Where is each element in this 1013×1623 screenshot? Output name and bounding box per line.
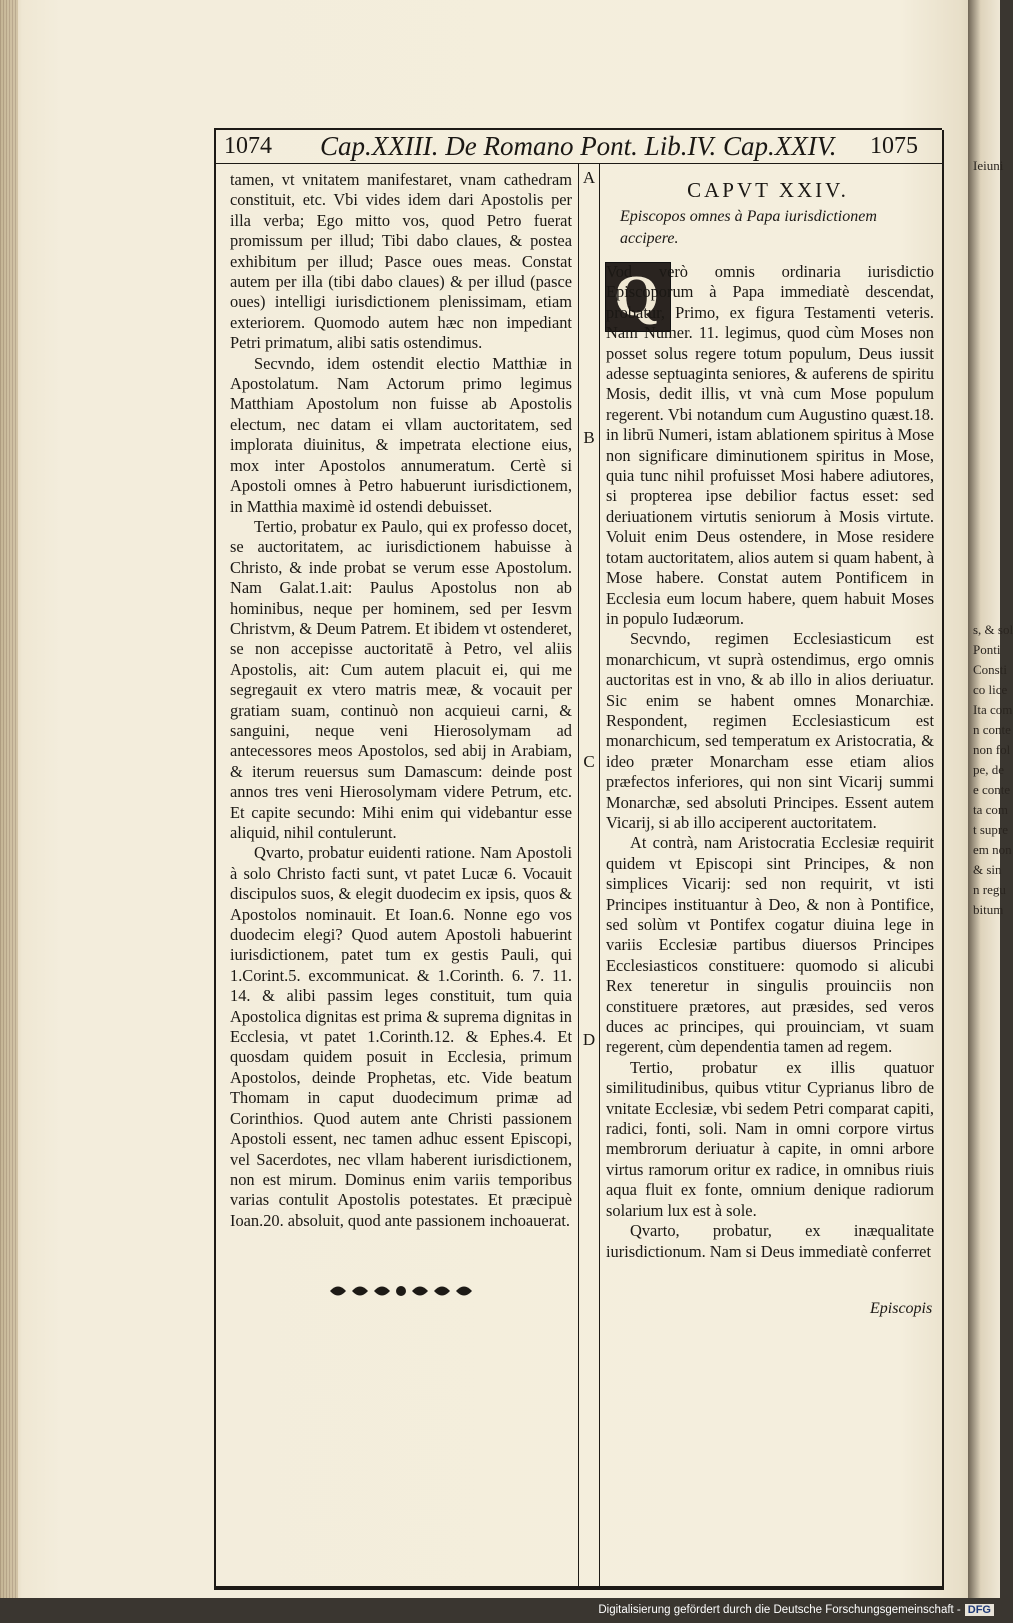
frame-bottom-rule <box>214 1586 942 1588</box>
right-paragraph-2: Secvndo, regimen Ecclesiasticum est monarchicum, vt suprà ostendimus, ergo omnis auctoritas est in vno, & ab illo in alios deriuatur. Sic enim se habent omnes Monarchiæ. Respondent, regimen Ecclesiasticum est monarchicum, sed temperatum ex Aristocratia, & ideo præter Monarcham esse etiam alios præfectos inferiores, qui non sint Vicarij summi Monarchæ, sed absoluti Principes. Essent autem Vicarij, si ab illo acciperent auctoritatem. <box>606 629 934 832</box>
right-paragraph-4: Tertio, probatur ex illis quatuor similitudinibus, quibus vtitur Cyprianus libro de vnitate Ecclesiæ, vbi sedem Petri comparat capiti, radici, fonti, soli. Nam in omni corpore virtus membrorum deriuatur à capite, in omni arbore virtus ramorum oritur ex radice, in omnibus riuis aqua fluit ex fonte, omnium denique radiorum solarium lux est à sole. <box>606 1057 934 1220</box>
right-paragraph-1: Vod verò omnis ordinaria iurisdictio Episcoporum à Papa immediatè descendat, probatur, Primo, ex figura Testamenti veteris. Nam Numer. 11. legimus, quod cùm Moses non posset solus regere totum populum, Deus iussit adesse septuaginta seniores, & auferens de spiritu Mosis, dedit illis, vt vnà cum Mose populum regerent. Vbi notandum cum Augustino quæst.18. in librū Numeri, istam ablationem spiritus à Mose non significare diminutionem spiritus in Mose, quia tunc nihil profuisset Mosi habere adiutores, si propterea ipse debilior factus esset: sed deriuationem virtutis seniorum à Mosis virtute. Voluit enim Deus ostendere, in Mose residere totam auctoritatem, alios autem si quam habent, à Mose habere. Constat autem Pontificem in Ecclesia eum locum habere, quem habuit Moses in populo Iudæorum. <box>606 262 934 628</box>
facing-page-fragment: n regu <box>973 882 1006 897</box>
page-number-right: 1075 <box>870 133 918 159</box>
facing-page-fragment: Ita com <box>973 702 1013 717</box>
facing-page-fragment: em non <box>973 842 1012 857</box>
margin-rule-left <box>578 164 579 1588</box>
facing-page-fragment: Ponti <box>973 642 1001 657</box>
left-paragraph-4: Qvarto, probatur euidenti ratione. Nam Apostoli à solo Christo facti sunt, vt patet Lucæ 6. Vocauit discipulos suos, & elegit duodecim ex ipsis, quos & Apostolos nominauit. Et Ioan.6. Nonne ego vos duodecim elegi? Quod autem Apostoli habuerint iurisdictionem, patet tum ex gestis Pauli, qui 1.Corint.5. excommunicat. & 1.Corinth. 6. 7. 11. 14. & alibi passim leges constituit, tum quia Apostolica dignitas est prima & suprema dignitas in Ecclesia, vt patet 1.Corinth.12. & Ephes.4. Et quosdam quidem posuit in Ecclesia, primum Apostolos, deinde Prophetas, etc. Vide beatum Thomam in caput duodecimum primæ ad Corinthios. Quod autem ante Christi passionem Apostoli essent, nec tamen adhuc essent Episcopi, vel Sacerdotes, nec vllam haberent iurisdictionem, non est mirum. Dominus enim variis temporibus varias contulit Apostolis potestates. Et præcipuè Ioan.20. absoluit, quod ante passionem inchoauerat. <box>230 843 572 1230</box>
initial-letter: Q <box>614 263 660 328</box>
left-paragraph-2: Secvndo, idem ostendit electio Matthiæ in Apostolatum. Nam Actorum primo legimus Matthiam Apostolum non fuisse ab Apostolis electum, nec datam ei vllam auctoritatem, sed implorata diuinitus, & impetrata electione eius, mox inter Apostolos annumeratum. Certè si Apostoli omnes à Petro habuerunt iurisdictionem, in Matthia maximè id ostendi debuisset. <box>230 353 572 516</box>
facing-page-fragment: Consti <box>973 662 1007 677</box>
left-column <box>230 170 572 1231</box>
footer-text: Digitalisierung gefördert durch die Deutsche Forschungsgemeinschaft - <box>598 1604 961 1616</box>
facing-page-fragment: Ieiuni <box>973 158 1004 173</box>
left-paragraph-3: Tertio, probatur ex Paulo, qui ex professo docet, se auctoritatem, ac iurisdictionem habuisse à Christo, & inde probat se verum esse Apostolum. Nam Galat.1.ait: Paulus Apostolus non ab hominibus, neque per hominem, sed per Iesvm Christvm, & Deum Patrem. Et ibidem vt ostenderet, se non accepisse auctoritatē à Petro, vel aliis Apostolis, ait: Cum autem placuit ei, qui me segregauit ex vtero matris meæ, & vocauit per gratiam suam, continuò non acquieui carni, & sanguini, neque veni Hierosolymam ad antecessores meos Apostolos, sed abij in Arabiam, & iterum reuersus sum Damascum: deinde post annos tres veni Hierosolymam videre Petrum, etc. Et capite secundo: Mihi enim qui videbantur esse aliquid, nihil contulerunt. <box>230 516 572 842</box>
dfg-logo: DFG <box>965 1604 994 1616</box>
facing-page-fragment: & sin <box>973 862 1002 877</box>
margin-letter-b: B <box>583 428 595 447</box>
facing-page-edge <box>968 0 1000 1598</box>
right-column <box>606 262 934 1262</box>
margin-letter-d: D <box>582 1030 596 1049</box>
tailpiece-ornament <box>326 1281 476 1301</box>
facing-page-fragment: co lice <box>973 682 1008 697</box>
running-title: Cap.XXIII. De Romano Pont. Lib.IV. Cap.XXIV. <box>320 131 837 161</box>
chapter-title: CAPVT XXIV. <box>687 178 849 202</box>
facing-page-fragment: t supre <box>973 822 1009 837</box>
facing-page-fragment: n conte <box>973 722 1011 737</box>
digitization-footer <box>598 1604 994 1616</box>
facing-page-fragment: ta com <box>973 802 1009 817</box>
right-paragraph-5: Qvarto, probatur, ex inæqualitate iurisdictionum. Nam si Deus immediatè conferret <box>606 1221 934 1261</box>
page-number-left: 1074 <box>224 133 272 159</box>
catchword: Episcopis <box>870 1300 933 1317</box>
right-paragraph-3: At contrà, nam Aristocratia Ecclesiæ requirit quidem vt Episcopi sint Principes, & non simplices Vicarij: sed non requirit, vt isti Principes instituantur à Deo, & non à Pontifice, sed solùm vt Pontifex cogatur diuina lege in variis Ecclesiæ partibus diuersos Principes Ecclesiasticos constituere: quomodo si alicubi Rex teneretur in singulis prouinciis non constituere prætores, aut præsides, sed veros duces ac principes, qui prouinciam, vt suam regerent, cùm dependentia tamen ad regem. <box>606 833 934 1057</box>
left-paragraph-1: tamen, vt vnitatem manifestaret, vnam cathedram constituit, etc. Vbi vides idem dari Apostolis per illa verba; Ego mitto vos, quod Petro fuerat promissum per illud; Tibi dabo claues, & postea exhibitum per illud; Pasce oues meas. Constat autem per illa (tibi dabo claues) & per illud (pasce oues) intelligi iurisdictionem plenissimam, etiam exteriorem. Quomodo autem hæc non impediant Petri primatum, alibi satis ostendimus. <box>230 170 572 353</box>
ornament-graphic <box>326 1281 476 1301</box>
facing-page-fragment: non fol <box>973 742 1011 757</box>
margin-letter-c: C <box>583 752 595 771</box>
facing-page-fragment: s, & sol <box>973 622 1013 637</box>
facing-page-fragment: bitum <box>973 902 1004 917</box>
margin-rule-right <box>599 164 600 1588</box>
chapter-subtitle: Episcopos omnes à Papa iurisdictionem accipere. <box>620 208 877 247</box>
facing-page-fragment: e conte <box>973 782 1011 797</box>
margin-letter-a: A <box>582 168 596 187</box>
page-edge-stack <box>0 0 18 1598</box>
facing-page-fragment: pe, de <box>973 762 1005 777</box>
